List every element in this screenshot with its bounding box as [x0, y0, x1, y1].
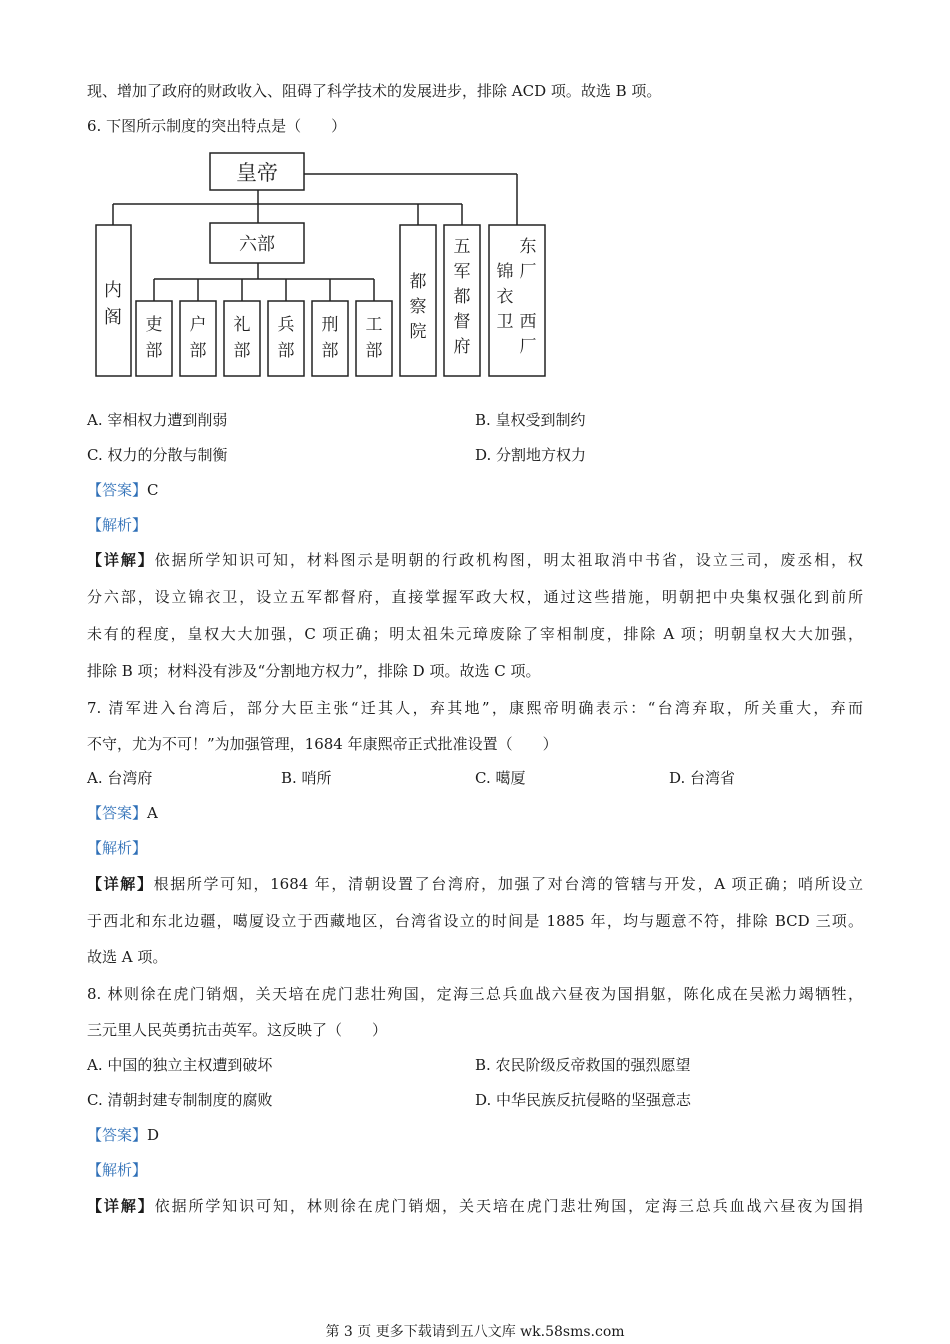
q6-detail-line-4: 排除 B 项；材料没有涉及“分割地方权力”，排除 D 项。故选 C 项。: [87, 662, 541, 680]
ministry-char-2: 部: [365, 341, 383, 361]
ming-government-diagram: [92, 150, 552, 382]
detail-tag: 【详解】: [87, 875, 154, 893]
ministry-ministry-of-rites: [224, 301, 260, 376]
ministry-char-1: 吏: [145, 315, 163, 335]
intro-line: 现、增加了政府的财政收入、阻碍了科学技术的发展进步，排除 ACD 项。故选 B 项。: [87, 82, 662, 100]
embroidered-guard-char-3: 卫: [496, 312, 514, 332]
q7-option-c: C. 噶厦: [475, 769, 526, 787]
q6-option-c: C. 权力的分散与制衡: [87, 446, 228, 464]
answer-tag: 【答案】: [87, 804, 148, 822]
detail-tag: 【详解】: [87, 551, 155, 569]
detail-text: 依据所学知识可知，材料图示是明朝的行政机构图，明太祖取消中书省，设立三司，废丞相，权: [154, 551, 863, 569]
q8-stem-line-1: 8. 林则徐在虎门销烟，关天培在虎门悲壮殉国，定海三总兵血战六昼夜为国捐躯，陈化成在吴淞力竭牺牲，: [87, 985, 863, 1003]
ministry-ministry-of-works: [356, 301, 392, 376]
grand-secretariat-char-1: 内: [104, 280, 122, 301]
five-armies-char-2: 军: [453, 262, 471, 282]
q6-answer: [87, 479, 159, 501]
q7-answer: [87, 802, 158, 824]
ministry-char-1: 刑: [321, 315, 339, 335]
ministry-ministry-of-justice: [312, 301, 348, 376]
detail-text: 依据所学知识可知，林则徐在虎门销烟，关天培在虎门悲壮殉国，定海三总兵血战六昼夜为国捐: [154, 1197, 863, 1215]
grand-secretariat-char-2: 阁: [104, 307, 122, 328]
west-depot-char-1: 西: [519, 312, 537, 332]
q7-stem-line-1: 7. 清军进入台湾后，部分大臣主张“迁其人，弃其地”，康熙帝明确表示：“台湾弃取，所关重大，弃而: [87, 699, 863, 717]
censorate-char-1: 都: [409, 272, 427, 292]
q6-detail-line-1: [87, 549, 863, 571]
embroidered-guard-char-1: 锦: [496, 262, 514, 282]
ministry-char-1: 礼: [233, 315, 251, 335]
six-ministries-label: 六部: [239, 234, 275, 255]
ministry-char-2: 部: [233, 341, 251, 361]
q7-option-b: B. 哨所: [281, 769, 332, 787]
q8-option-b: B. 农民阶级反帝救国的强烈愿望: [475, 1056, 691, 1074]
east-depot-char-2: 厂: [519, 262, 537, 282]
five-armies-char-5: 府: [453, 337, 471, 357]
five-armies-char-3: 都: [453, 287, 471, 307]
ministry-char-2: 部: [277, 341, 295, 361]
q6-stem: 6. 下图所示制度的突出特点是（ ）: [87, 117, 347, 135]
five-armies-char-1: 五: [453, 237, 471, 257]
q7-detail-line-1: [87, 873, 863, 895]
q7-detail-line-3: 故选 A 项。: [87, 948, 168, 966]
answer-value: A: [147, 804, 158, 822]
q7-option-a: A. 台湾府: [87, 769, 153, 787]
q8-option-d: D. 中华民族反抗侵略的坚强意志: [475, 1091, 692, 1109]
answer-tag: 【答案】: [87, 1126, 148, 1144]
five-armies-char-4: 督: [453, 312, 471, 332]
page-footer: 第 3 页 更多下载请到五八文库 wk.58sms.com: [325, 1324, 625, 1340]
q8-analysis-tag: 【解析】: [87, 1161, 148, 1179]
q7-analysis-tag: 【解析】: [87, 839, 148, 857]
ministry-char-1: 户: [189, 315, 207, 335]
q6-option-d: D. 分割地方权力: [475, 446, 587, 464]
q6-option-a: A. 宰相权力遭到削弱: [87, 411, 228, 429]
q8-option-a: A. 中国的独立主权遭到破坏: [87, 1056, 273, 1074]
west-depot-char-2: 厂: [519, 337, 537, 357]
q8-stem-line-2: 三元里人民英勇抗击英军。这反映了（ ）: [87, 1021, 388, 1039]
ministry-char-2: 部: [321, 341, 339, 361]
q7-option-d: D. 台湾省: [669, 769, 736, 787]
q6-option-b: B. 皇权受到制约: [475, 411, 586, 429]
q7-detail-line-2: 于西北和东北边疆，噶厦设立于西藏地区，台湾省设立的时间是 1885 年，均与题意不符，排除 BCD 三项。: [87, 912, 863, 930]
ministry-char-1: 工: [365, 315, 383, 335]
q8-detail-line-1: [87, 1195, 863, 1217]
q6-analysis-tag: 【解析】: [87, 516, 148, 534]
q8-option-c: C. 清朝封建专制制度的腐败: [87, 1091, 273, 1109]
q8-answer: [87, 1124, 159, 1146]
answer-value: C: [147, 481, 159, 499]
q7-stem-line-2: 不守，尤为不可！”为加强管理，1684 年康熙帝正式批准设置（ ）: [87, 735, 558, 753]
embroidered-guard-char-2: 衣: [496, 287, 514, 307]
ministry-char-2: 部: [145, 341, 163, 361]
censorate-char-2: 察: [409, 297, 427, 317]
detail-tag: 【详解】: [87, 1197, 155, 1215]
detail-text: 根据所学可知，1684 年，清朝设置了台湾府，加强了对台湾的管辖与开发，A 项正确；哨所设立: [153, 875, 863, 893]
q6-detail-line-2: 分六部，设立锦衣卫，设立五军都督府，直接掌握军政大权，通过这些措施，明朝把中央集权强化到前所: [87, 588, 863, 606]
ministry-char-1: 兵: [277, 315, 295, 335]
ministry-char-2: 部: [189, 341, 207, 361]
ministry-ministry-of-war: [268, 301, 304, 376]
censorate-char-3: 院: [409, 322, 427, 342]
east-depot-char-1: 东: [519, 237, 537, 257]
ministry-ministry-of-revenue: [180, 301, 216, 376]
emperor-label: 皇帝: [236, 161, 278, 185]
answer-tag: 【答案】: [87, 481, 148, 499]
answer-value: D: [147, 1126, 160, 1144]
q6-detail-line-3: 未有的程度，皇权大大加强，C 项正确；明太祖朱元璋废除了宰相制度，排除 A 项；明朝皇权大大加强，: [87, 625, 863, 643]
ministry-ministry-of-personnel: [136, 301, 172, 376]
